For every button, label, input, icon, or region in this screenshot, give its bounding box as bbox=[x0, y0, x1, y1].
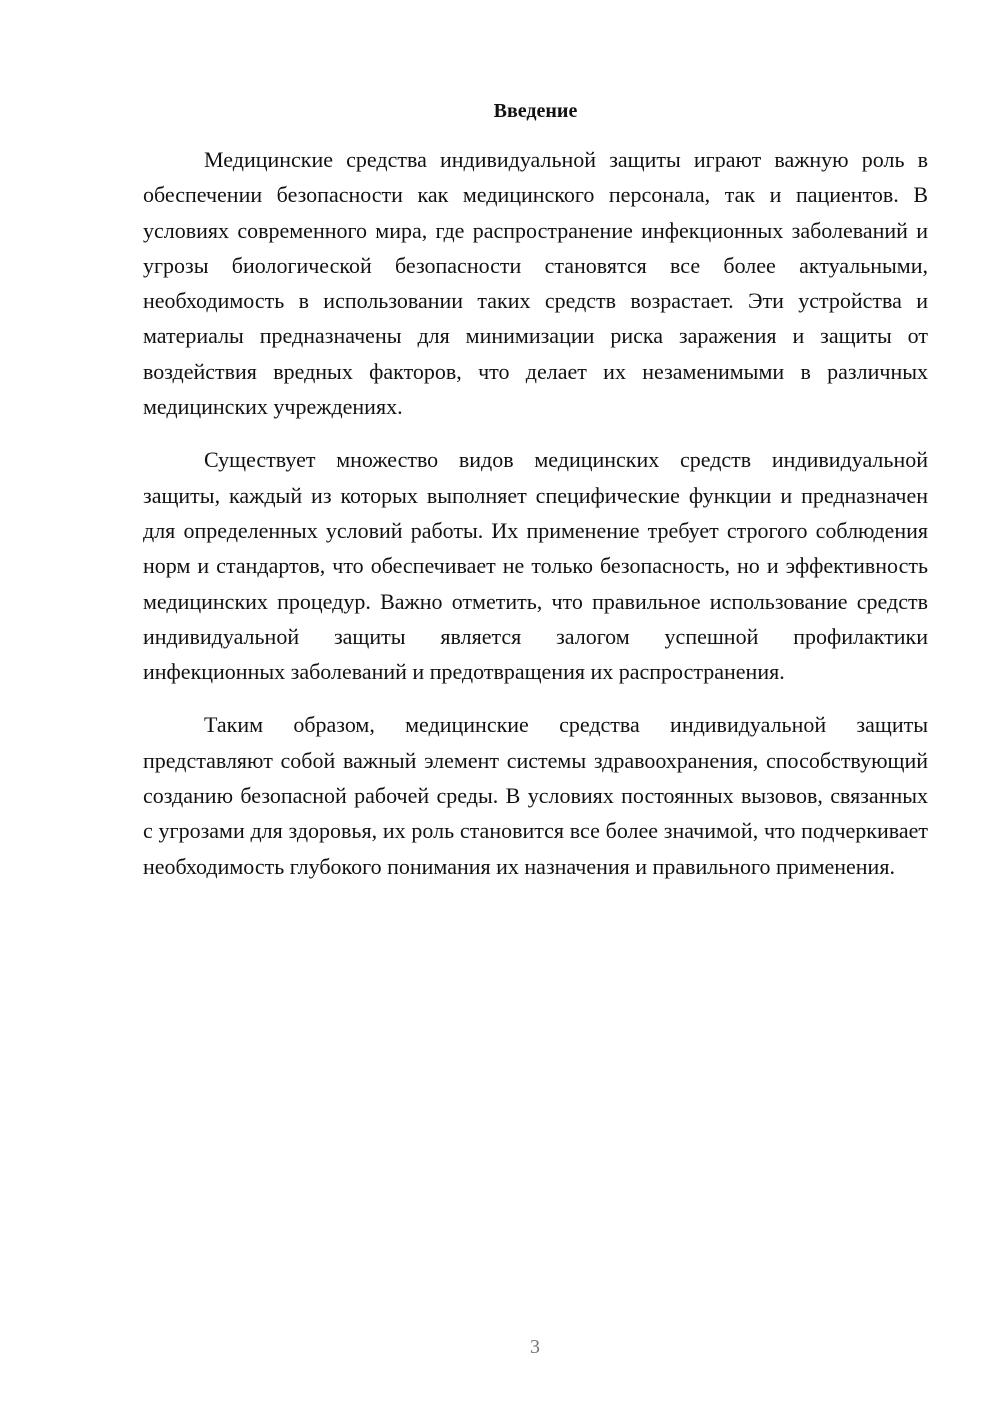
paragraph-3: Таким образом, медицинские средства индивидуальной защиты представляют собой важный элемент системы здравоохранения, способствующий созданию безопасной рабочей среды. В условиях постоянных вызовов, связанных с угрозами для здоровья, их роль становится все более значимой, что подчеркивает необходимость глубокого понимания их назначения и правильного применения. bbox=[143, 712, 928, 879]
paragraph-1: Медицинские средства индивидуальной защиты играют важную роль в обеспечении безопасности как медицинского персонала, так и пациентов. В условиях современного мира, где распространение инфекционных заболеваний и угрозы биологической безопасности становятся все более актуальными, необходимость в использовании таких средств возрастает. Эти устройства и материалы предназначены для минимизации риска заражения и защиты от воздействия вредных факторов, что делает их незаменимыми в различных медицинских учреждениях. bbox=[143, 147, 928, 420]
paragraph-2: Существует множество видов медицинских средств индивидуальной защиты, каждый из которых выполняет специфические функции и предназначен для определенных условий работы. Их применение требует строгого соблюдения норм и стандартов, что обеспечивает не только безопасность, но и эффективность медицинских процедур. Важно отметить, что правильное использование средств индивидуальной защиты является залогом успешной профилактики инфекционных заболеваний и предотвращения их распространения. bbox=[143, 447, 928, 685]
section-heading: Введение bbox=[493, 100, 578, 122]
body-text bbox=[143, 142, 928, 902]
page-number: 3 bbox=[530, 1336, 540, 1358]
